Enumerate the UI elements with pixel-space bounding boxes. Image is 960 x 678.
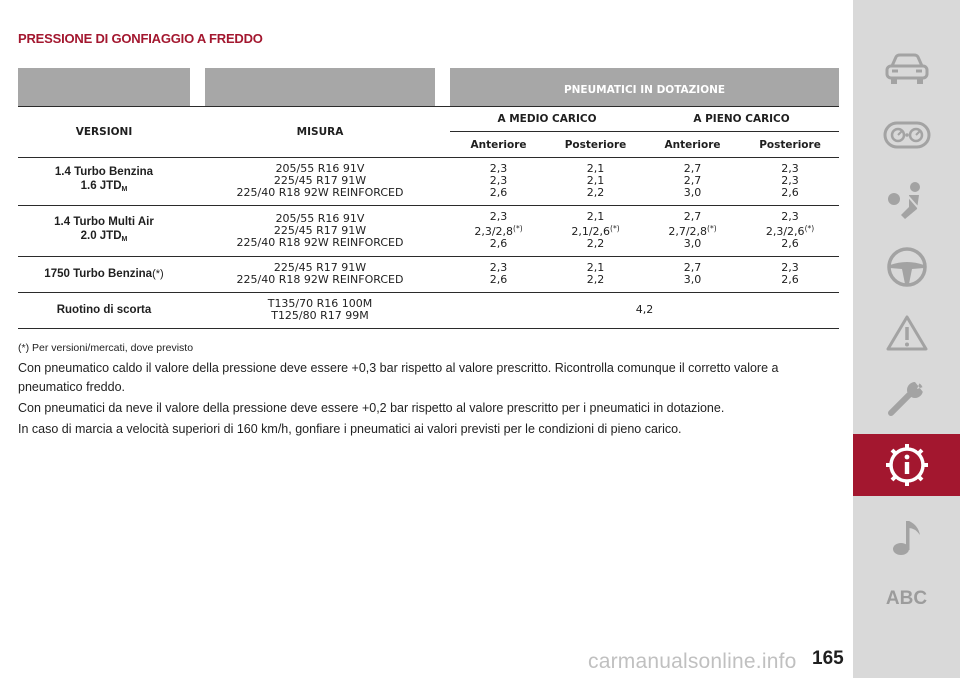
full-front-cell: 2,7 2,7 3,0: [644, 158, 741, 206]
sidebar-item-warning[interactable]: [853, 302, 960, 364]
tyre-pressure-table: [18, 68, 839, 329]
header-blank-size: [205, 68, 435, 107]
table-row: [18, 158, 839, 206]
info-icon: [884, 442, 930, 488]
paragraph-snow-tyre: Con pneumatici da neve il valore della pressione deve essere +0,2 bar rispetto al valore prescritto per i pneumatici in dotazione.: [18, 401, 725, 415]
page-title: PRESSIONE DI GONFIAGGIO A FREDDO: [18, 31, 263, 46]
medium-front-cell: 2,3 2,3 2,6: [450, 158, 547, 206]
sidebar-item-car[interactable]: [853, 38, 960, 100]
col-header-medium-front: Anteriore: [450, 132, 547, 158]
sidebar-item-driving[interactable]: [853, 236, 960, 298]
medium-front-cell: 2,3 2,3/2,8(*) 2,6: [450, 206, 547, 257]
tyres-header: PNEUMATICI IN DOTAZIONE: [450, 68, 839, 107]
size-cell: 205/55 R16 91V 225/45 R17 91W 225/40 R18 92W REINFORCED: [205, 206, 435, 257]
abc-label: ABC: [885, 588, 928, 609]
chapter-sidebar: [853, 0, 960, 678]
paragraph-hot-tyre: Con pneumatico caldo il valore della pressione deve essere +0,3 bar rispetto al valore prescritto. Ricontrolla comunque il corretto valore a pneumatico freddo.: [18, 361, 779, 394]
spare-pressure-cell: 4,2: [450, 293, 839, 329]
col-header-full-front: Anteriore: [644, 132, 741, 158]
medium-rear-cell: 2,1 2,2: [547, 257, 644, 293]
version-cell: 1750 Turbo Benzina(*): [18, 257, 190, 293]
full-front-cell: 2,7 2,7/2,8(*) 3,0: [644, 206, 741, 257]
full-rear-cell: 2,3 2,6: [741, 257, 839, 293]
medium-rear-cell: 2,1 2,1 2,2: [547, 158, 644, 206]
size-cell: 225/45 R17 91W 225/40 R18 92W REINFORCED: [205, 257, 435, 293]
dashboard-icon: [883, 120, 931, 150]
medium-rear-cell: 2,1 2,1/2,6(*) 2,2: [547, 206, 644, 257]
size-cell: 205/55 R16 91V 225/45 R17 91W 225/40 R18 92W REINFORCED: [205, 158, 435, 206]
table-row: [18, 257, 839, 293]
col-header-medium-load: A MEDIO CARICO: [450, 107, 644, 132]
header-blank-versions: [18, 68, 190, 107]
paragraph-high-speed: In caso di marcia a velocità superiori di 160 km/h, gonfiare i pneumatici ai valori previsti per le condizioni di pieno carico.: [18, 422, 682, 436]
medium-front-cell: 2,3 2,6: [450, 257, 547, 293]
col-header-medium-rear: Posteriore: [547, 132, 644, 158]
col-header-size: MISURA: [205, 107, 435, 158]
sidebar-item-maintenance[interactable]: [853, 368, 960, 430]
col-header-versions: VERSIONI: [18, 107, 190, 158]
music-icon: [890, 517, 924, 557]
warning-icon: [885, 314, 929, 352]
sidebar-item-dashboard[interactable]: [853, 104, 960, 166]
full-front-cell: 2,7 3,0: [644, 257, 741, 293]
table-row: [18, 206, 839, 257]
watermark: carmanualsonline.info: [588, 650, 797, 673]
car-icon: [884, 52, 930, 86]
wrench-icon: [887, 379, 927, 419]
sidebar-item-safety[interactable]: [853, 170, 960, 232]
col-header-full-load: A PIENO CARICO: [644, 107, 839, 132]
seatbelt-icon: [885, 181, 929, 221]
col-header-full-rear: Posteriore: [741, 132, 839, 158]
page-number: 165: [812, 648, 844, 669]
full-rear-cell: 2,3 2,3/2,6(*) 2,6: [741, 206, 839, 257]
steering-wheel-icon: [886, 246, 928, 288]
version-cell: Ruotino di scorta: [18, 293, 190, 329]
sidebar-item-multimedia[interactable]: [853, 506, 960, 568]
full-rear-cell: 2,3 2,3 2,6: [741, 158, 839, 206]
version-cell: 1.4 Turbo Benzina 1.6 $JTD_M$: [18, 158, 190, 206]
table-row: [18, 293, 839, 329]
version-cell: 1.4 Turbo Multi Air 2.0 $JTD_M$: [18, 206, 190, 257]
sidebar-item-index[interactable]: [853, 568, 960, 630]
sidebar-item-technical-data[interactable]: [853, 434, 960, 496]
footnote: (*) Per versioni/mercati, dove previsto: [18, 342, 194, 354]
size-cell: T135/70 R16 100M T125/80 R17 99M: [205, 293, 435, 329]
